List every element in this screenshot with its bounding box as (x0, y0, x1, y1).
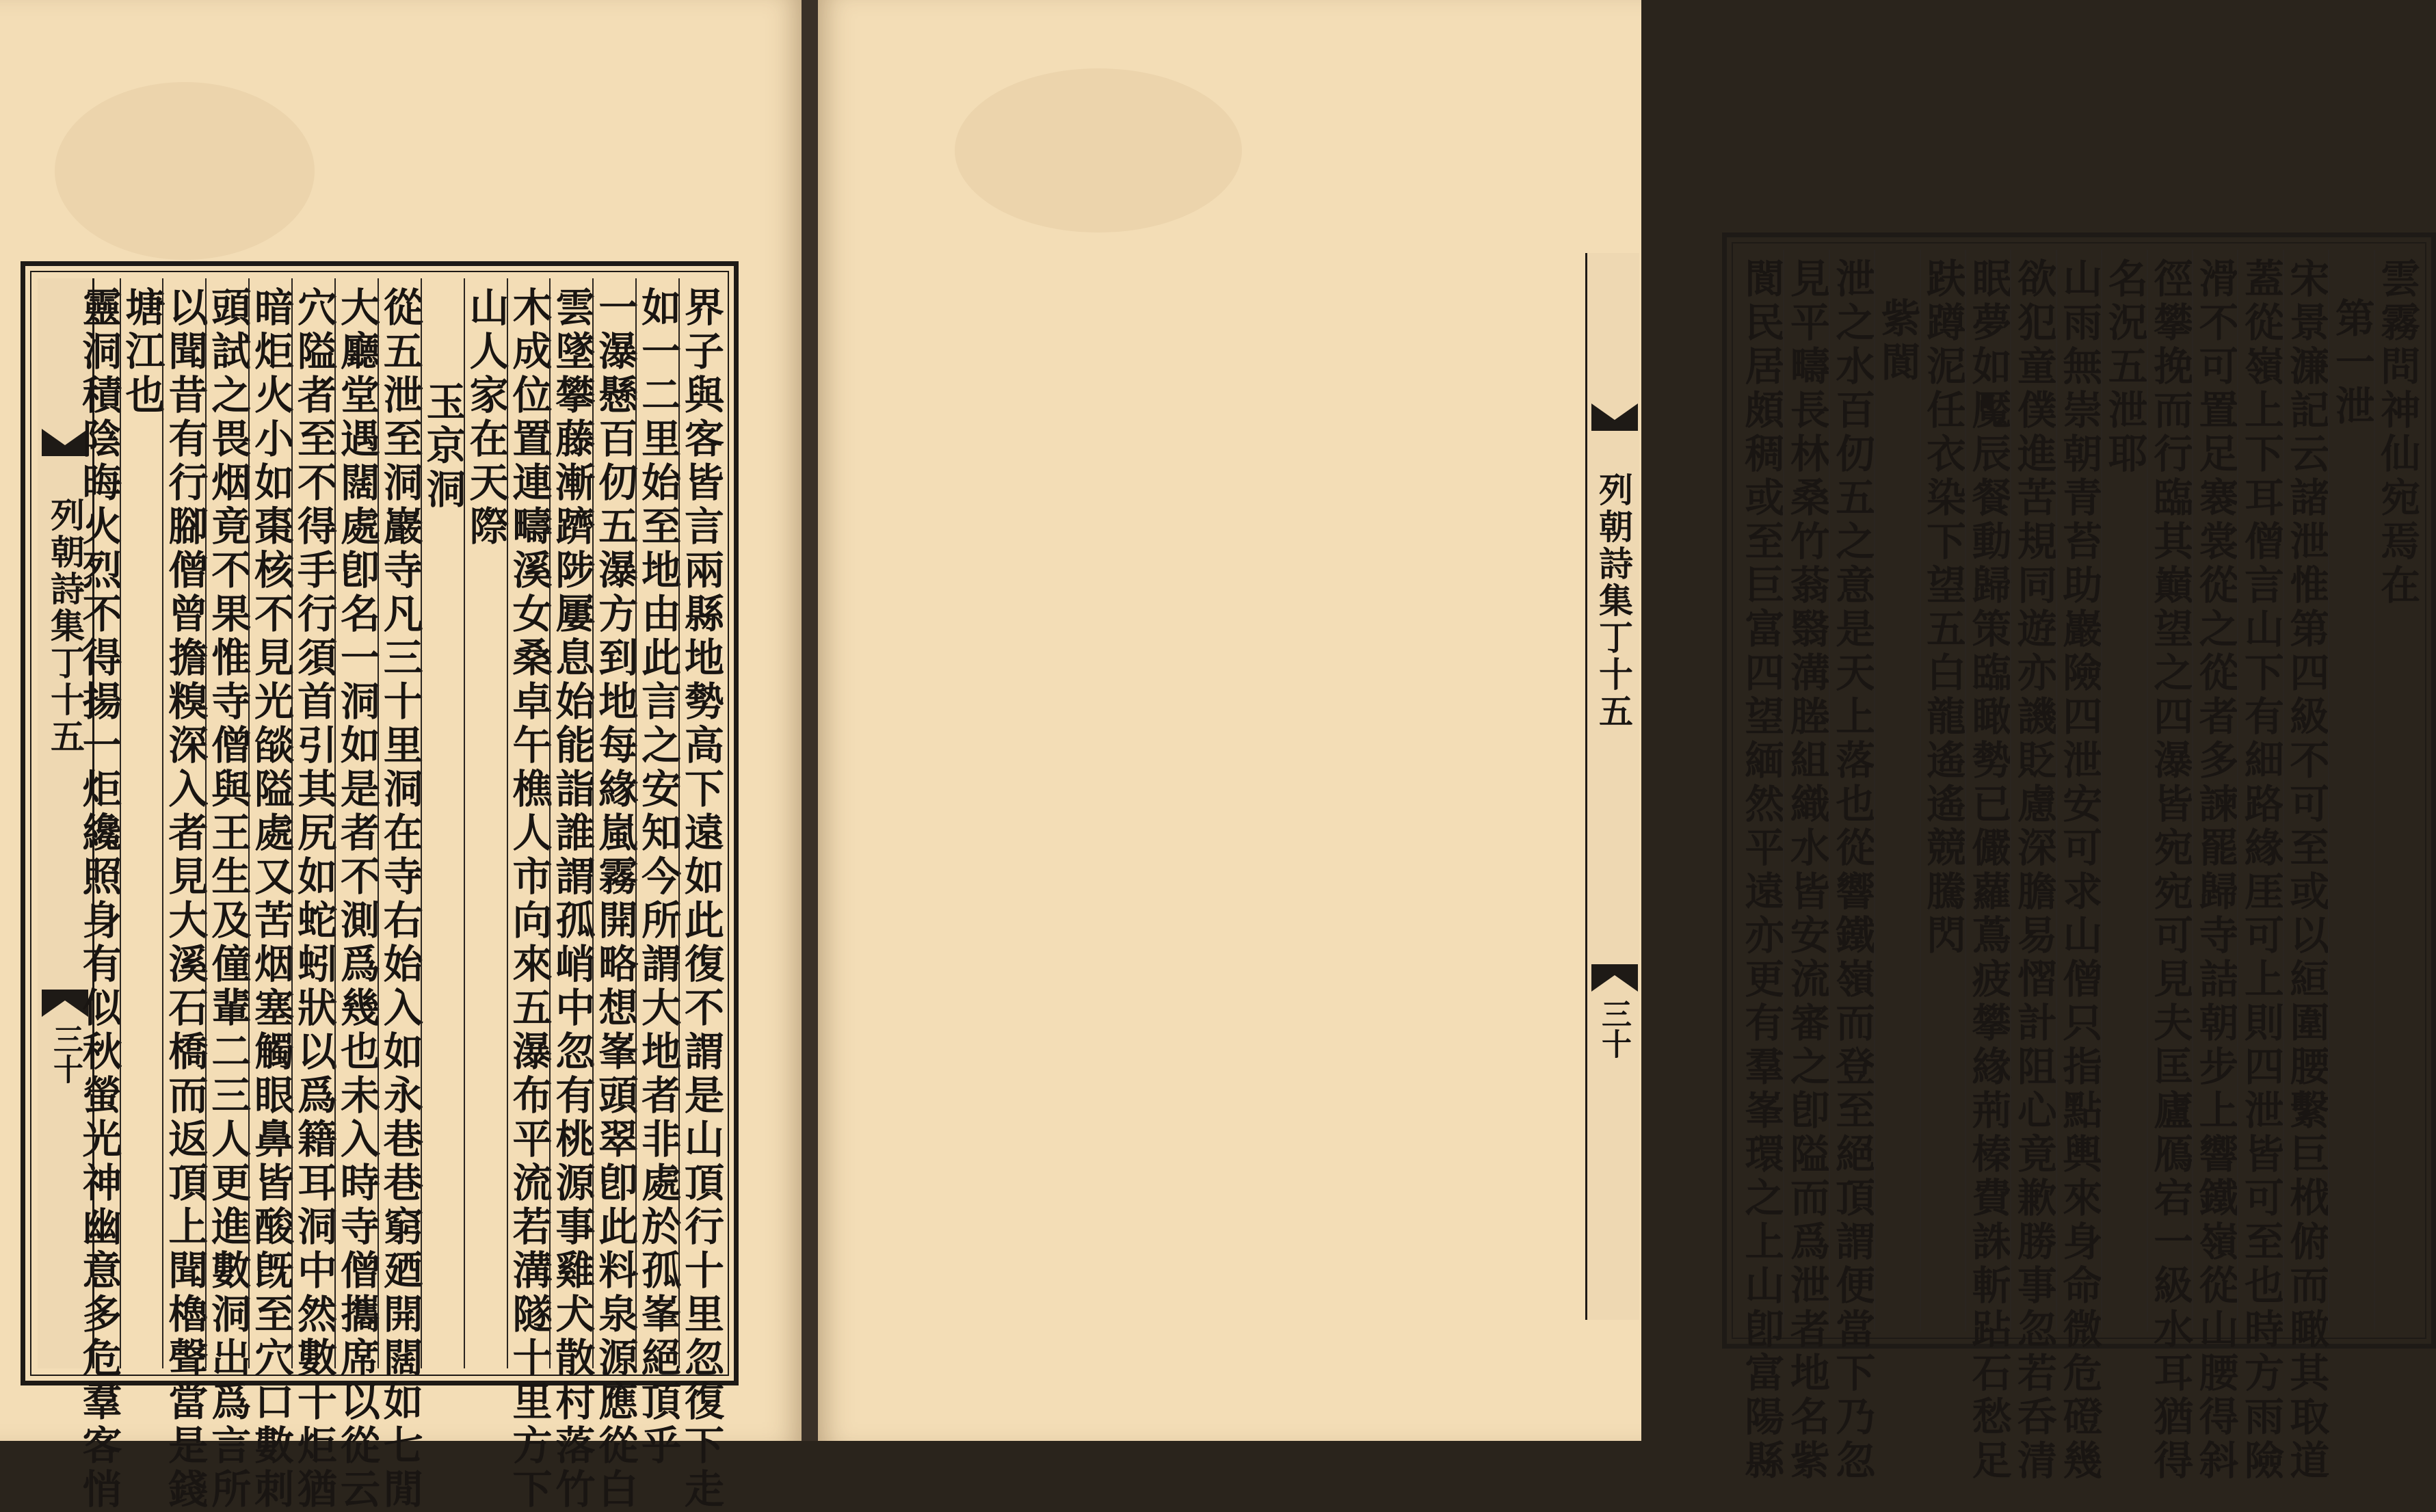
text-line: 宋景濂記云諸泄惟第四級不可至或以絙圍腰繫巨栰俯而瞰其取道 (2283, 258, 2330, 1483)
text-line: 從五泄至洞巖寺凡三十里洞在寺右始入如永巷巷窮廼開闊如七閒 (376, 287, 423, 1512)
text-line: 山雨無崇朝青苔助巖險四泄安可求山僧只指點輿來身命微危磴幾 (2056, 258, 2103, 1483)
text-line: 以聞昔有行腳僧曾擔糗深入者見大溪石橋而返頂上聞櫓聲當是錢 (161, 287, 209, 1512)
section-heading: 第一泄 (2328, 297, 2375, 429)
right-text-block (1722, 233, 2436, 1483)
text-line: 趺蹲泥任衣染下望五白龍遙遙競騰閃 (1920, 258, 1967, 958)
text-line: 如一二里始至地由此言之安知今所謂大地者非處於孤峯絕頂乎 (635, 287, 682, 1468)
text-column (75, 278, 122, 1512)
text-line: 蓋從嶺上下耳僧言山下有細路緣厓可上則四泄皆可至也時方雨險 (2238, 258, 2285, 1483)
left-banner-page-number: 三十 (48, 1024, 83, 1084)
text-column (2147, 250, 2194, 1483)
fish-tail-mark-icon (1591, 964, 1638, 992)
text-line: 暗炬火小如棗核不見光燄隘處又苦烟塞觸眼鼻皆酸旣至穴口數刺 (248, 287, 295, 1512)
text-line: 滑不可置足褰裳從之從者多諫罷歸寺詰朝步上響鐵嶺從山腰得斜 (2192, 258, 2239, 1483)
text-line: 眠夢如魘辰餐動歸策臨瞰勢已儼蘿蔦疲攀緣荊榛費誅斬跕石愁足 (1965, 258, 2012, 1483)
paper-stain (955, 68, 1242, 233)
text-line: 閬民居頗稠或至巨富四望緬然平遠亦更有羣峯環之上山卽富陽縣 (1738, 258, 1785, 1483)
right-text-columns (1738, 250, 2421, 1483)
text-column (2237, 250, 2285, 1483)
text-line: 泄之水百仞五之意是天上落也從響鐵嶺而登至絕頂謂便當下乃忽 (1829, 258, 1876, 1483)
text-column (161, 278, 209, 1512)
text-column (2328, 250, 2373, 1331)
text-line: 靈洞積陰晦火烈不得揚一炬纔照身有似秋螢光神幽意多危羣客悄 (75, 287, 122, 1512)
text-column (2056, 250, 2103, 1483)
text-column (204, 278, 252, 1512)
text-line: 見平疇長林桑竹蓊翳溝塍組織水皆安流審之卽隘而爲泄者地名紫 (1783, 258, 1830, 1483)
text-column (548, 278, 596, 1512)
left-banner-title: 列朝詩集丁十五 (45, 497, 85, 756)
right-banner-column (1585, 253, 1639, 1320)
text-column (2010, 250, 2057, 1483)
text-column (2101, 250, 2146, 1331)
text-line: 大廳堂遇闊處卽名一洞如是者不測爲幾也未入時寺僧攜席以從云 (333, 287, 380, 1512)
text-column (333, 278, 380, 1512)
text-line: 穴隘者至不得手行須首引其尻如蛇蚓狀以爲籍耳洞中然數十炬猶 (290, 287, 337, 1512)
text-column (1738, 250, 1785, 1483)
right-banner-title: 列朝詩集丁十五 (1593, 472, 1634, 730)
text-column (376, 278, 423, 1512)
fish-tail-mark-icon (1591, 403, 1638, 431)
text-column (678, 278, 724, 1512)
text-column (1965, 250, 2012, 1483)
text-line: 木成位置連疇溪女桑卓午樵人市向來五瀑布平流若溝隧十里方下 (505, 287, 553, 1512)
left-page (0, 0, 802, 1512)
text-line: 界子與客皆言兩縣地勢高下遠如此復不謂是山頂行十里忽復下走 (678, 287, 724, 1512)
left-text-columns (75, 278, 724, 1512)
text-line: 一瀑懸百仞五瀑方到地每緣嵐霧開略想峯頭翠卽此料泉源應從白 (592, 287, 639, 1512)
text-line: 頭試之畏烟竟不果惟寺僧與王生及僮輩二三人更進數洞出爲言所 (204, 287, 252, 1512)
book-gutter (802, 0, 818, 1441)
text-column (2192, 250, 2239, 1483)
text-line: 塘江也 (118, 287, 166, 418)
right-page (818, 0, 2421, 1483)
paper-stain (55, 82, 315, 260)
text-column (1920, 250, 1965, 1331)
text-column (464, 278, 507, 1368)
text-column (1874, 250, 1919, 1331)
text-line: 欲犯童僕進苦規同遊亦譏貶慮深膽易慴計阻心竟歉勝事忽若呑清 (2010, 258, 2057, 1483)
section-heading: 紫閬 (1874, 297, 1921, 385)
text-line: 名況五泄耶 (2101, 258, 2148, 477)
right-banner-page-number: 三十 (1596, 998, 1631, 1059)
text-column (1783, 250, 1830, 1483)
text-column (2374, 250, 2419, 1331)
text-column (2283, 250, 2330, 1483)
section-heading: 玉京洞 (419, 381, 466, 512)
text-column (505, 278, 553, 1512)
text-column (592, 278, 639, 1512)
text-column (635, 278, 682, 1468)
text-column (290, 278, 337, 1512)
text-column (1829, 250, 1876, 1483)
text-column (421, 278, 464, 1368)
text-column (248, 278, 295, 1512)
text-line: 雲墜攀藤漸躋陟屢息始能詣誰謂孤峭中忽有桃源事雞犬散村落竹 (548, 287, 596, 1512)
text-column (118, 278, 166, 1368)
text-line: 徑攀挽而行臨其巔望之四瀑皆宛宛可見夫匡廬鴈宕一級水耳猶得 (2147, 258, 2194, 1483)
left-text-block (21, 261, 739, 1512)
text-line: 山人家在天際 (462, 287, 509, 549)
text-line: 雲霧問神仙宛焉在 (2374, 258, 2421, 608)
